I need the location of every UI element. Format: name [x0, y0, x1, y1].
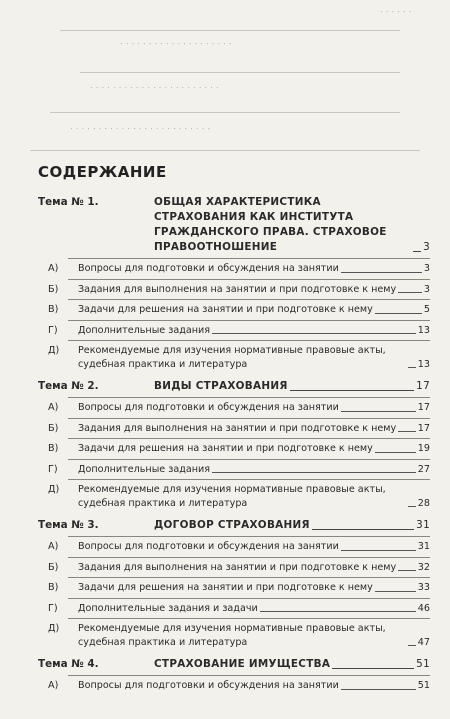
leader-line	[290, 390, 415, 391]
entry-text: Вопросы для подготовки и обсуждения на занятии	[78, 402, 339, 413]
leader-line	[408, 506, 416, 507]
entry-page-number: 19	[417, 443, 430, 454]
entry-page-number: 28	[417, 497, 430, 509]
entry-page-number: 51	[417, 680, 430, 691]
topic-heading-row[interactable]	[38, 657, 430, 672]
entry-page-number: 27	[417, 463, 430, 475]
toc-entry[interactable]	[38, 401, 430, 415]
entry-divider	[68, 479, 430, 480]
topic-title: СТРАХОВАНИЕ ИМУЩЕСТВА	[154, 658, 331, 670]
entry-divider	[68, 299, 430, 300]
entry-letter: В)	[48, 304, 59, 315]
entry-letter: Г)	[48, 324, 58, 336]
entry-page-number: 3	[423, 283, 430, 295]
entry-letter: Б)	[48, 283, 59, 295]
entry-text: Задачи для решения на занятии и при подготовке к нему	[78, 582, 373, 593]
entry-body	[78, 262, 430, 276]
leader-line	[341, 411, 416, 412]
entry-letter: Г)	[48, 602, 58, 614]
bleed-through-top: . . . . . . . . . . . . . . . . . . . . . . . . . . . . . . . . . . . . . . . . . . . . . . . . . . . . . . . . . . . . . . . . . . . . . . . . . .	[0, 0, 450, 165]
entry-body	[78, 442, 430, 456]
entry-text: Задания для выполнения на занятии и при подготовке к нему	[78, 561, 397, 573]
entry-letter: Д)	[48, 484, 60, 495]
entry-text: Рекомендуемые для изучения нормативные правовые акты, судебная практика и литература	[78, 345, 386, 370]
leader-line	[398, 292, 422, 293]
entry-body	[78, 483, 430, 510]
entry-text: Дополнительные задания	[78, 324, 210, 336]
leader-line	[413, 251, 421, 252]
topic-heading-row[interactable]	[38, 518, 430, 533]
topic-page-number: 31	[416, 519, 430, 531]
entry-text: Рекомендуемые для изучения нормативные правовые акты, судебная практика и литература	[78, 623, 386, 648]
topic-title: ОБЩАЯ ХАРАКТЕРИСТИКА СТРАХОВАНИЯ КАК ИНСТИТУТА ГРАЖДАНСКОГО ПРАВА. СТРАХОВОЕ ПРАВООТНОШЕНИЕ	[154, 196, 387, 253]
toc-entry[interactable]	[38, 262, 430, 276]
toc-entry[interactable]	[38, 283, 430, 297]
topic-number: Тема № 2.	[38, 380, 99, 392]
entry-text: Рекомендуемые для изучения нормативные правовые акты, судебная практика и литература	[78, 484, 386, 509]
entry-page-number: 47	[417, 636, 430, 648]
entry-page-number: 17	[417, 422, 430, 434]
entry-page-number: 46	[417, 602, 430, 614]
entry-page-number: 5	[423, 304, 430, 315]
entry-body	[78, 401, 430, 415]
entry-divider	[68, 459, 430, 460]
entry-page-number: 31	[417, 541, 430, 552]
toc-topic	[38, 379, 430, 510]
topic-title-wrap	[154, 195, 430, 255]
entry-body	[78, 622, 430, 649]
leader-line	[408, 367, 416, 368]
toc-topic	[38, 518, 430, 649]
entry-text: Вопросы для подготовки и обсуждения на занятии	[78, 541, 339, 552]
entry-body	[78, 283, 430, 297]
entry-divider	[68, 340, 430, 341]
entry-divider	[68, 557, 430, 558]
entry-text: Вопросы для подготовки и обсуждения на занятии	[78, 263, 339, 274]
topic-number: Тема № 4.	[38, 658, 99, 670]
entry-letter: А)	[48, 680, 59, 691]
toc-entry[interactable]	[38, 622, 430, 649]
entry-letter: В)	[48, 582, 59, 593]
toc-entry[interactable]	[38, 422, 430, 436]
entry-page-number: 13	[417, 324, 430, 336]
toc-entry[interactable]	[38, 561, 430, 575]
entry-divider	[68, 618, 430, 619]
topic-title: ВИДЫ СТРАХОВАНИЯ	[154, 380, 288, 392]
entry-letter: Д)	[48, 345, 60, 356]
entry-page-number: 32	[417, 561, 430, 573]
leader-line	[341, 550, 416, 551]
toc-entry[interactable]	[38, 463, 430, 477]
toc-entry[interactable]	[38, 442, 430, 456]
entry-text: Задачи для решения на занятии и при подготовке к нему	[78, 304, 373, 315]
entry-page-number: 3	[423, 263, 430, 274]
entry-divider	[68, 438, 430, 439]
toc-entry[interactable]	[38, 581, 430, 595]
entry-body	[78, 344, 430, 371]
entry-divider	[68, 675, 430, 676]
toc-topics	[38, 195, 430, 693]
topic-title-wrap	[154, 657, 430, 672]
entry-divider	[68, 258, 430, 259]
topic-heading-row[interactable]	[38, 379, 430, 394]
topic-title-wrap	[154, 379, 430, 394]
entry-body	[78, 561, 430, 575]
entry-text: Дополнительные задания	[78, 463, 210, 475]
entry-letter: Д)	[48, 623, 60, 634]
entry-body	[78, 540, 430, 554]
leader-line	[375, 452, 416, 453]
entry-body	[78, 422, 430, 436]
leader-line	[212, 333, 416, 334]
toc-entry[interactable]	[38, 679, 430, 693]
entry-divider	[68, 320, 430, 321]
toc-heading: СОДЕРЖАНИЕ	[38, 163, 167, 181]
leader-line	[408, 645, 416, 646]
entry-divider	[68, 397, 430, 398]
table-of-contents	[38, 163, 430, 701]
topic-heading-row[interactable]	[38, 195, 430, 255]
entry-body	[78, 679, 430, 693]
toc-entry[interactable]	[38, 344, 430, 371]
entry-body	[78, 324, 430, 338]
toc-entry[interactable]	[38, 602, 430, 616]
toc-entry[interactable]	[38, 483, 430, 510]
entry-body	[78, 303, 430, 317]
entry-divider	[68, 598, 430, 599]
entry-letter: А)	[48, 402, 59, 413]
entry-text: Задания для выполнения на занятии и при подготовке к нему	[78, 422, 397, 434]
entry-page-number: 17	[417, 402, 430, 413]
entry-body	[78, 602, 430, 616]
entry-divider	[68, 279, 430, 280]
leader-line	[260, 611, 416, 612]
topic-title: ДОГОВОР СТРАХОВАНИЯ	[154, 519, 310, 531]
leader-line	[375, 313, 422, 314]
entry-letter: В)	[48, 443, 59, 454]
topic-page-number: 3	[423, 241, 430, 253]
entry-divider	[68, 577, 430, 578]
toc-topic	[38, 195, 430, 371]
entry-page-number: 33	[417, 582, 430, 593]
entry-text: Задачи для решения на занятии и при подготовке к нему	[78, 443, 373, 454]
entry-body	[78, 581, 430, 595]
leader-line	[398, 570, 416, 571]
topic-page-number: 17	[416, 380, 430, 392]
entry-divider	[68, 536, 430, 537]
entry-letter: Б)	[48, 561, 59, 573]
leader-line	[341, 689, 416, 690]
toc-topic	[38, 657, 430, 693]
toc-entry[interactable]	[38, 303, 430, 317]
leader-line	[398, 431, 416, 432]
toc-entry[interactable]	[38, 540, 430, 554]
leader-line	[212, 472, 416, 473]
entry-letter: Г)	[48, 463, 58, 475]
topic-title-wrap	[154, 518, 430, 533]
entry-body	[78, 463, 430, 477]
topic-page-number: 51	[416, 658, 430, 670]
entry-letter: Б)	[48, 422, 59, 434]
entry-text: Задания для выполнения на занятии и при подготовке к нему	[78, 283, 397, 295]
entry-page-number: 13	[417, 358, 430, 370]
leader-line	[332, 668, 414, 669]
topic-number: Тема № 3.	[38, 519, 99, 531]
leader-line	[312, 529, 414, 530]
topic-number: Тема № 1.	[38, 196, 99, 208]
entry-letter: А)	[48, 263, 59, 274]
entry-divider	[68, 418, 430, 419]
leader-line	[341, 272, 422, 273]
leader-line	[375, 591, 416, 592]
entry-text: Вопросы для подготовки и обсуждения на занятии	[78, 680, 339, 691]
toc-entry[interactable]	[38, 324, 430, 338]
entry-text: Дополнительные задания и задачи	[78, 602, 258, 614]
entry-letter: А)	[48, 541, 59, 552]
